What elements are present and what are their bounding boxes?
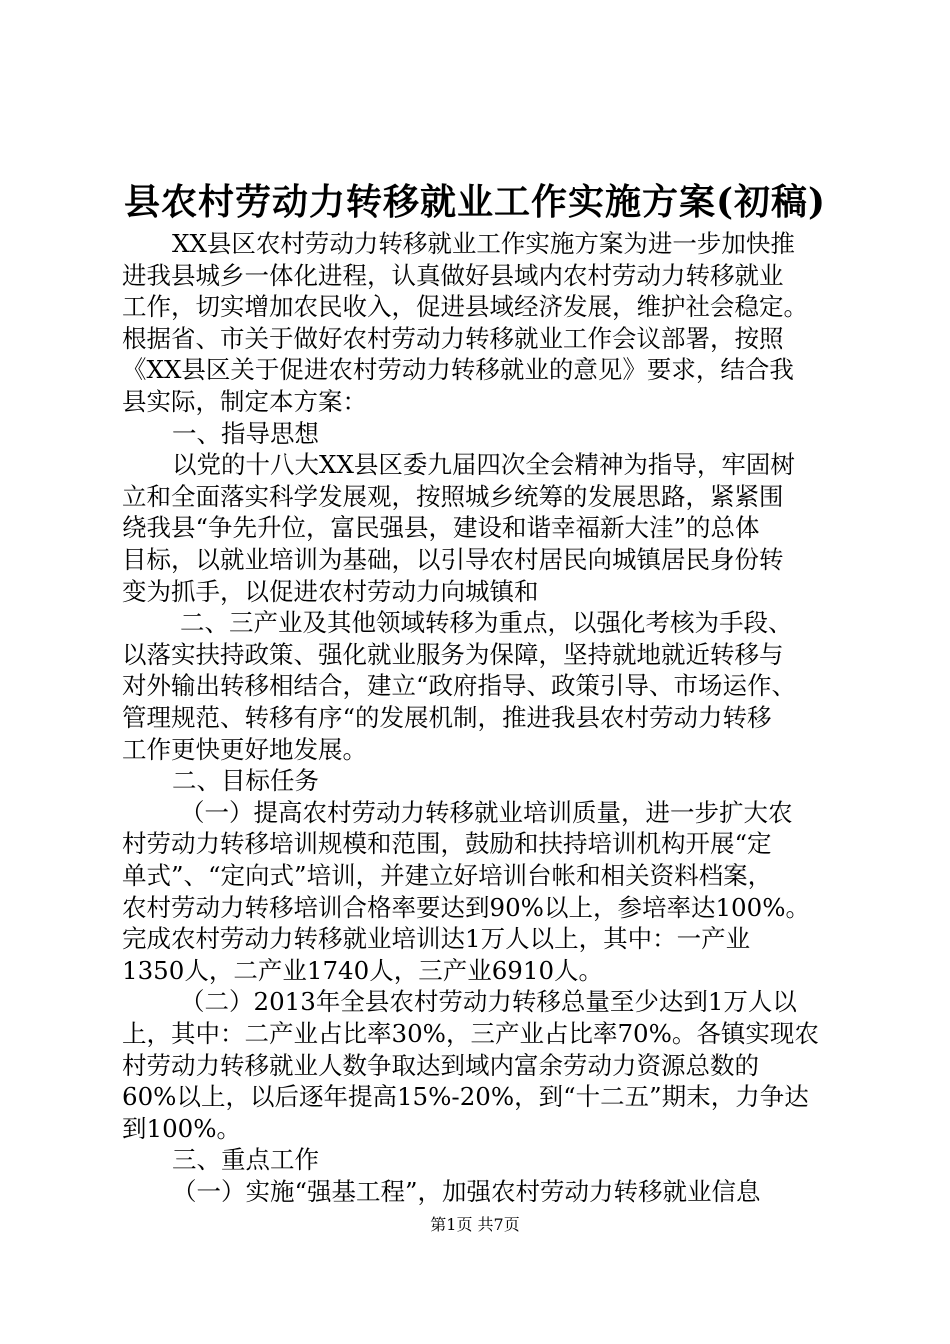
paragraph-line: 以落实扶持政策、强化就业服务为保障，坚持就地就近转移与: [122, 639, 784, 669]
paragraph-line: 管理规范、转移有序“的发展机制，推进我县农村劳动力转移: [122, 703, 772, 732]
paragraph-line: 进我县城乡一体化进程，认真做好县域内农村劳动力转移就业: [122, 260, 784, 290]
paragraph-line: 完成农村劳动力转移就业培训达1万人以上，其中：一产业: [122, 924, 751, 954]
section-heading: 二、目标任务: [172, 766, 319, 796]
page-number-footer: 第1页 共7页: [430, 1215, 520, 1234]
paragraph-line: 县实际，制定本方案：: [122, 387, 367, 416]
paragraph-line: 单式”、“定向式”培训，并建立好培训台帐和相关资料档案，: [122, 861, 773, 890]
paragraph-line: 上，其中：二产业占比率30%，三产业占比率70%。各镇实现农: [122, 1019, 819, 1048]
paragraph-line: 根据省、市关于做好农村劳动力转移就业工作会议部署，按照: [122, 323, 784, 353]
paragraph-line: （一）实施“强基工程”，加强农村劳动力转移就业信息: [172, 1177, 761, 1206]
paragraph-line: 到100%。: [122, 1113, 242, 1143]
paragraph-line: 村劳动力转移培训规模和范围，鼓励和扶持培训机构开展“定: [122, 829, 772, 859]
paragraph-line: 《XX县区关于促进农村劳动力转移就业的意见》要求，结合我: [122, 355, 794, 385]
paragraph-line: 对外输出转移相结合，建立“政府指导、政策引导、市场运作、: [122, 671, 797, 701]
paragraph-line: 60%以上，以后逐年提高15%-20%，到“十二五”期末，力争达: [122, 1082, 809, 1112]
section-heading: 三、重点工作: [172, 1145, 319, 1175]
document-title: 县农村劳动力转移就业工作实施方案(初稿): [123, 181, 827, 223]
paragraph-line: 农村劳动力转移培训合格率要达到90%以上，参培率达100%。: [122, 892, 810, 922]
paragraph-line: 村劳动力转移就业人数争取达到域内富余劳动力资源总数的: [122, 1050, 759, 1080]
section-heading: 一、指导思想: [172, 418, 319, 448]
paragraph-line: 目标，以就业培训为基础，以引导农村居民向城镇居民身份转: [122, 545, 784, 574]
paragraph-line: 立和全面落实科学发展观，按照城乡统筹的发展思路，紧紧围: [122, 481, 784, 511]
paragraph-line: 绕我县“争先升位，富民强县，建设和谐幸福新大洼”的总体: [122, 513, 760, 543]
paragraph-line: 工作，切实增加农民收入，促进县域经济发展，维护社会稳定。: [122, 292, 808, 322]
paragraph-line: 工作更快更好地发展。: [122, 734, 367, 764]
paragraph-line: （二）2013年全县农村劳动力转移总量至少达到1万人以: [180, 987, 797, 1017]
paragraph-line: 以党的十八大XX县区委九届四次全会精神为指导，牢固树: [172, 450, 795, 480]
paragraph-line: 二、三产业及其他领域转移为重点，以强化考核为手段、: [180, 608, 793, 638]
paragraph-line: （一）提高农村劳动力转移就业培训质量，进一步扩大农: [180, 797, 793, 827]
paragraph-line: XX县区农村劳动力转移就业工作实施方案为进一步加快推: [172, 229, 795, 258]
paragraph-line: 1350人，二产业1740人，三产业6910人。: [122, 955, 604, 985]
paragraph-line: 变为抓手，以促进农村劳动力向城镇和: [122, 576, 539, 606]
